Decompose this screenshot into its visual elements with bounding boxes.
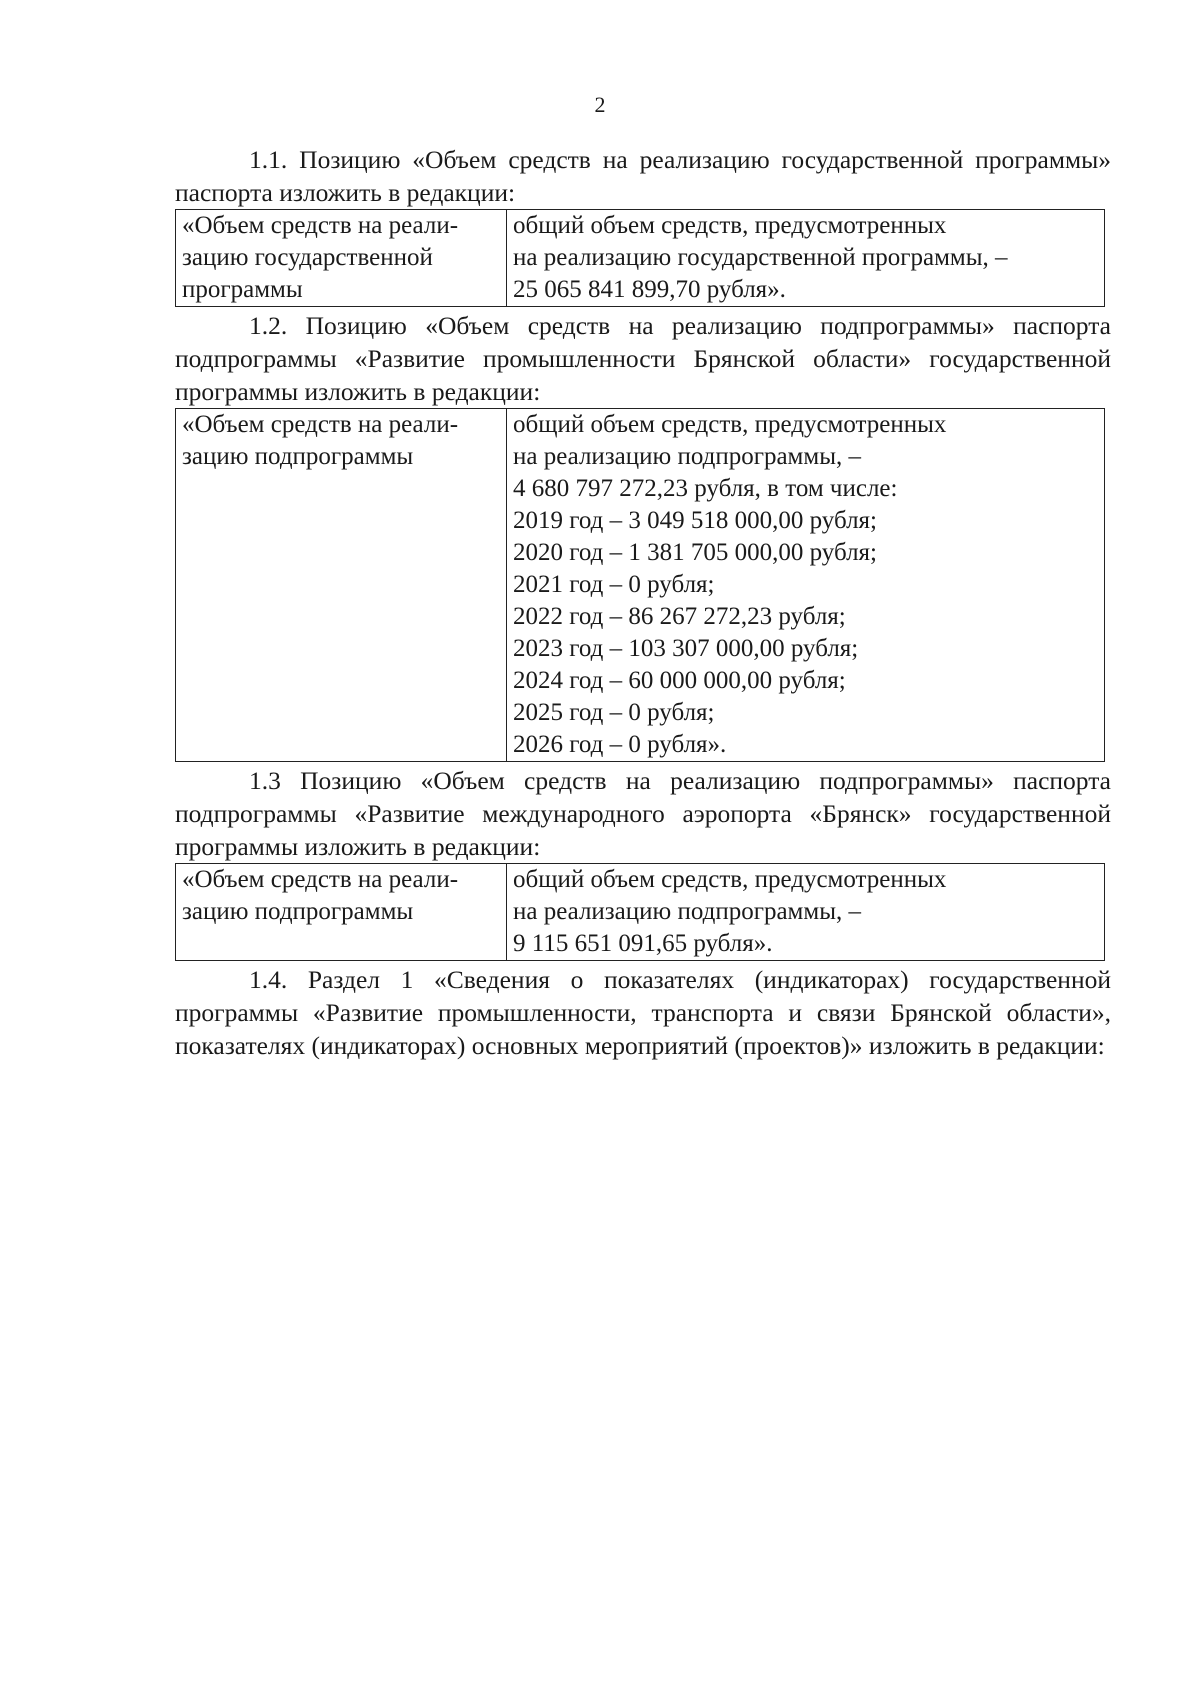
table-line: 2022 год – 86 267 272,23 рубля; [513, 603, 846, 630]
table-line: зацию подпрограммы [182, 898, 414, 925]
table-1-2-label-cell [176, 409, 507, 762]
paragraph-1-1: 1.1. Позицию «Объем средств на реализацию государственной программы» паспорта изложить в редакции: [175, 145, 1111, 207]
table-line: зацию государственной [182, 244, 433, 271]
table-line: общий объем средств, предусмотренных [513, 411, 947, 438]
table-1-2 [175, 408, 1105, 762]
table-1-3-value-cell [507, 864, 1105, 961]
table-1-3-label-cell [176, 864, 507, 961]
paragraph-1-4: 1.4. Раздел 1 «Сведения о показателях (индикаторах) государственной программы «Развитие промышленности, транспорта и связи Брянской области», показателях (индикаторах) основных мероприятий (проектов)» изложить в редакции: [175, 965, 1111, 1060]
table-line: «Объем средств на реали- [182, 411, 459, 438]
table-line: 2023 год – 103 307 000,00 рубля; [513, 635, 859, 662]
table-line: 2025 год – 0 рубля; [513, 699, 715, 726]
table-1-1-value-cell [507, 210, 1105, 307]
table-line: 2020 год – 1 381 705 000,00 рубля; [513, 539, 877, 566]
table-line: 25 065 841 899,70 рубля». [513, 276, 786, 303]
table-line: на реализацию подпрограммы, – [513, 898, 861, 925]
table-line: «Объем средств на реали- [182, 866, 459, 893]
table-line: общий объем средств, предусмотренных [513, 212, 947, 239]
table-line: 9 115 651 091,65 рубля». [513, 930, 773, 957]
table-line: зацию подпрограммы [182, 443, 414, 470]
table-1-1-label-cell [176, 210, 507, 307]
document-body [175, 143, 1111, 1062]
table-line: 2024 год – 60 000 000,00 рубля; [513, 667, 846, 694]
paragraph-1-3: 1.3 Позицию «Объем средств на реализацию подпрограммы» паспорта подпрограммы «Развитие международного аэропорта «Брянск» государственной программы изложить в редакции: [175, 766, 1111, 861]
table-line: программы [182, 276, 303, 303]
table-1-2-value-cell [507, 409, 1105, 762]
table-line: «Объем средств на реали- [182, 212, 459, 239]
table-line: на реализацию подпрограммы, – [513, 443, 861, 470]
table-line: на реализацию государственной программы, – [513, 244, 1008, 271]
table-line: 2026 год – 0 рубля». [513, 731, 727, 758]
table-1-3 [175, 863, 1105, 961]
paragraph-1-2: 1.2. Позицию «Объем средств на реализацию подпрограммы» паспорта подпрограммы «Развитие промышленности Брянской области» государственной программы изложить в редакции: [175, 311, 1111, 406]
page-number: 2 [594, 92, 606, 117]
table-line: общий объем средств, предусмотренных [513, 866, 947, 893]
table-line: 2019 год – 3 049 518 000,00 рубля; [513, 507, 877, 534]
table-line: 4 680 797 272,23 рубля, в том числе: [513, 475, 898, 502]
table-line: 2021 год – 0 рубля; [513, 571, 715, 598]
table-1-1 [175, 209, 1105, 307]
